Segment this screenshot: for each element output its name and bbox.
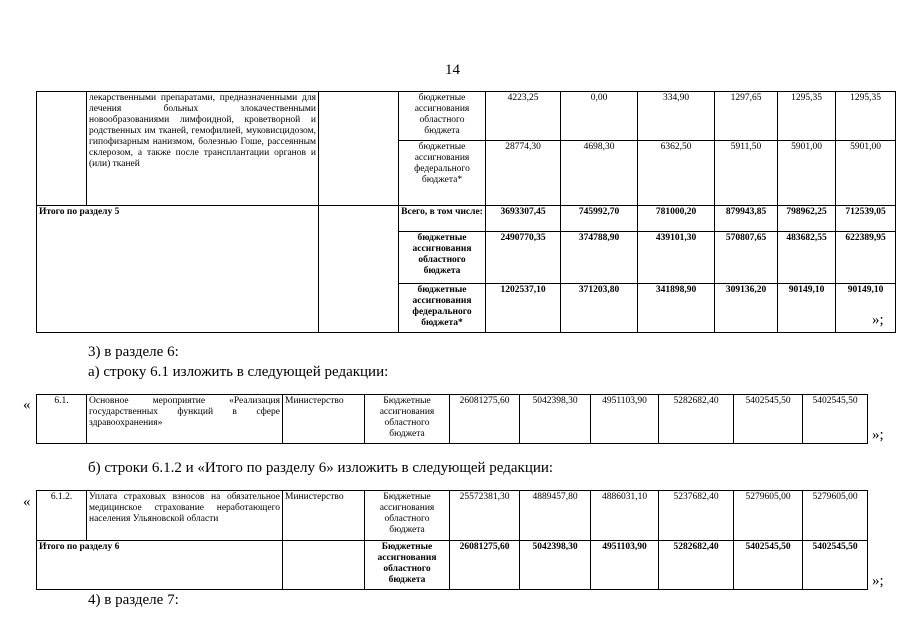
paragraph-section-7: 4) в разделе 7: xyxy=(88,592,179,608)
row-number: 6.1.2. xyxy=(37,491,87,541)
value-cell: 5282682,40 xyxy=(659,541,734,590)
row-number: 6.1. xyxy=(37,395,87,444)
value-cell: 371203,80 xyxy=(561,284,638,333)
funding-source: бюджетные ассигнования федерального бюджета* xyxy=(399,141,486,206)
value-cell: 2490770,35 xyxy=(486,232,561,284)
value-cell: 341898,90 xyxy=(638,284,715,333)
value-cell: 1202537,10 xyxy=(486,284,561,333)
value-cell: 5402545,50 xyxy=(734,395,803,444)
value-cell: 879943,85 xyxy=(715,206,778,232)
value-cell: 90149,10 xyxy=(836,284,896,333)
cell-executor-empty xyxy=(319,92,399,206)
paragraph-row-6-1: а) строку 6.1 изложить в следующей редакции: xyxy=(88,364,389,380)
value-cell: 798962,25 xyxy=(778,206,836,232)
value-cell: 26081275,60 xyxy=(450,541,520,590)
activity-description: Уплата страховых взносов на обязательное медицинское страхование неработающего населения Ульяновской области xyxy=(87,491,283,541)
value-cell: 5402545,50 xyxy=(803,541,868,590)
value-cell: 5279605,00 xyxy=(803,491,868,541)
value-cell: 3693307,45 xyxy=(486,206,561,232)
opening-quote: « xyxy=(23,397,31,413)
total-section-5-label: Итого по разделу 5 xyxy=(37,206,319,333)
value-cell: 5901,00 xyxy=(778,141,836,206)
value-cell: 26081275,60 xyxy=(450,395,520,444)
executor: Министерство xyxy=(283,491,365,541)
value-cell: 5901,00 xyxy=(836,141,896,206)
funding-source: бюджетные ассигнования областного бюджета xyxy=(399,92,486,141)
value-cell: 622389,95 xyxy=(836,232,896,284)
cell-executor-empty xyxy=(283,541,365,590)
value-cell: 4223,25 xyxy=(486,92,561,141)
value-cell: 5042398,30 xyxy=(520,395,591,444)
table-section-5 xyxy=(36,91,896,333)
funding-source: бюджетные ассигнования областного бюджета xyxy=(399,232,486,284)
funding-source: Бюджетные ассигнования областного бюджета xyxy=(365,541,450,590)
cell-empty xyxy=(37,92,87,206)
page-number: 14 xyxy=(445,62,460,78)
funding-source: Бюджетные ассигнования областного бюджета xyxy=(365,491,450,541)
value-cell: 1295,35 xyxy=(836,92,896,141)
value-cell: 4951103,90 xyxy=(591,541,659,590)
activity-description: Основное мероприятие «Реализация государственных функций в сфере здравоохранения» xyxy=(87,395,283,444)
value-cell: 1297,65 xyxy=(715,92,778,141)
paragraph-section-6: 3) в разделе 6: xyxy=(88,344,179,360)
value-cell: 4889457,80 xyxy=(520,491,591,541)
value-cell: 439101,30 xyxy=(638,232,715,284)
value-cell: 5279605,00 xyxy=(734,491,803,541)
funding-source: Бюджетные ассигнования областного бюджета xyxy=(365,395,450,444)
value-cell: 5237682,40 xyxy=(659,491,734,541)
value-cell: 712539,05 xyxy=(836,206,896,232)
value-cell: 4886031,10 xyxy=(591,491,659,541)
total-section-6-label: Итого по разделу 6 xyxy=(37,541,283,590)
opening-quote: « xyxy=(23,494,31,510)
executor: Министерство xyxy=(283,395,365,444)
value-cell: 483682,55 xyxy=(778,232,836,284)
activity-description: лекарственными препаратами, предназначенными для лечения больных злокачественными новообразованиями лимфоидной, кроветворной и родственных им тканей, гемофилией, муковисцидозом, гипофизарным нанизмом, болезнью Гоше, рассеянным склерозом, а также после трансплантации органов и (или) тканей xyxy=(87,92,319,206)
funding-source: бюджетные ассигнования федерального бюджета* xyxy=(399,284,486,333)
value-cell: 5282682,40 xyxy=(659,395,734,444)
paragraph-rows-6-1-2: б) строки 6.1.2 и «Итого по разделу 6» изложить в следующей редакции: xyxy=(88,460,554,476)
value-cell: 745992,70 xyxy=(561,206,638,232)
value-cell: 5042398,30 xyxy=(520,541,591,590)
value-cell: 28774,30 xyxy=(486,141,561,206)
value-cell: 5911,50 xyxy=(715,141,778,206)
value-cell: 5402545,50 xyxy=(803,395,868,444)
closing-quote: »; xyxy=(872,573,884,589)
table-row-6-1 xyxy=(36,394,868,444)
value-cell: 90149,10 xyxy=(778,284,836,333)
funding-source: Всего, в том числе: xyxy=(399,206,486,232)
value-cell: 570807,65 xyxy=(715,232,778,284)
value-cell: 1295,35 xyxy=(778,92,836,141)
value-cell: 309136,20 xyxy=(715,284,778,333)
closing-quote: »; xyxy=(872,427,884,443)
value-cell: 374788,90 xyxy=(561,232,638,284)
value-cell: 4698,30 xyxy=(561,141,638,206)
value-cell: 0,00 xyxy=(561,92,638,141)
value-cell: 25572381,30 xyxy=(450,491,520,541)
value-cell: 334,90 xyxy=(638,92,715,141)
value-cell: 6362,50 xyxy=(638,141,715,206)
closing-quote: »; xyxy=(872,312,884,328)
value-cell: 5402545,50 xyxy=(734,541,803,590)
table-rows-6-1-2 xyxy=(36,490,868,590)
cell-executor-empty xyxy=(319,206,399,333)
value-cell: 4951103,90 xyxy=(591,395,659,444)
value-cell: 781000,20 xyxy=(638,206,715,232)
